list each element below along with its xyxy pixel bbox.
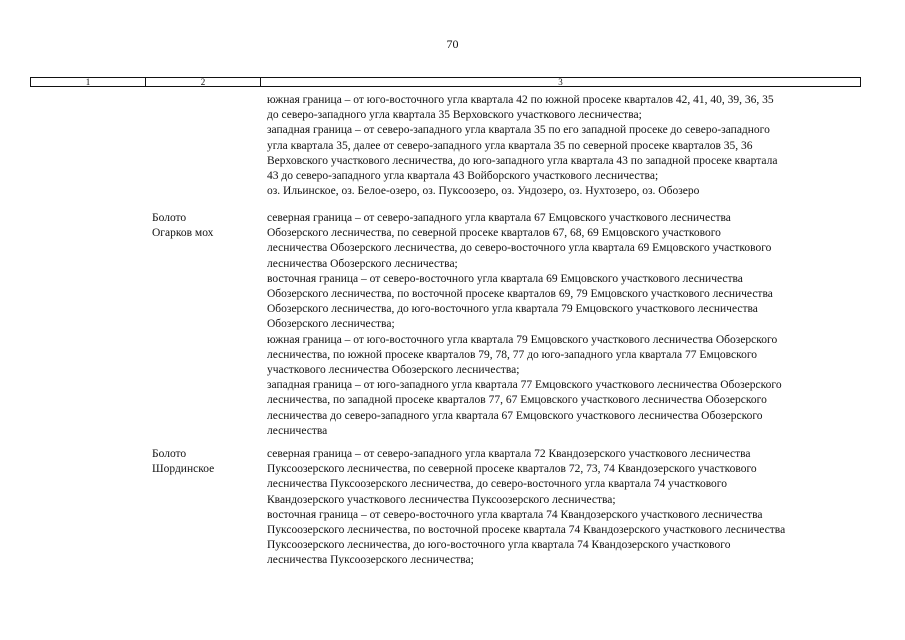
text-line: участкового лесничества Обозерского лесничества; xyxy=(267,364,520,377)
text-line: западная граница – от юго-западного угла квартала 77 Емцовского участкового лесничества Обозерского xyxy=(267,379,782,392)
column-header-2: 2 xyxy=(146,78,261,86)
text-line: Верховского участкового лесничества, до юго-западного угла квартала 43 по западной просеке квартала xyxy=(267,154,778,167)
text-line: лесничества, по западной просеке кварталов 77, 67 Емцовского участкового лесничества Обозерского xyxy=(267,394,767,407)
bog-name-ogarkov xyxy=(152,211,213,241)
text-line: южная граница – от юго-восточного угла квартала 42 по южной просеке кварталов 42, 41, 40, 39, 36, 35 xyxy=(267,94,774,106)
text-line: до северо-западного угла квартала 35 Верховского участкового лесничества; xyxy=(267,109,642,122)
table-header-row xyxy=(30,77,861,87)
text-line: северная граница – от северо-западного угла квартала 67 Емцовского участкового лесничества xyxy=(267,212,731,224)
page-number: 70 xyxy=(446,37,459,51)
text-line: северная граница – от северо-западного угла квартала 72 Квандозерского участкового лесничества xyxy=(267,448,751,460)
text-line: Обозерского лесничества, по северной просеке кварталов 67, 68, 69 Емцовского участкового xyxy=(267,227,721,240)
text-line: лесничества Обозерского лесничества; xyxy=(267,257,458,270)
text-line: южная граница – от юго-восточного угла квартала 79 Емцовского участкового лесничества Обозерского xyxy=(267,333,778,346)
ogarkov-boundary-text xyxy=(267,211,867,439)
column-header-1: 1 xyxy=(31,78,146,86)
shordinskoe-boundary-text xyxy=(267,447,867,569)
text-line: Пуксоозерского лесничества, до юго-восточного угла квартала 74 Квандозерского участкового xyxy=(267,539,731,552)
text-line: оз. Ильинское, оз. Белое-озеро, оз. Пуксоозеро, оз. Ундозеро, оз. Нухтозеро, оз. Обозеро xyxy=(267,185,700,198)
text-line: Обозерского лесничества; xyxy=(267,318,395,331)
text-line: западная граница – от северо-западного угла квартала 35 по его западной просеке до северо-западного xyxy=(267,124,770,137)
name-line: Шординское xyxy=(152,463,215,476)
text-line: Обозерского лесничества, по восточной просеке кварталов 69, 79 Емцовского участкового лесничества xyxy=(267,288,773,301)
text-line: лесничества до северо-западного угла квартала 67 Емцовского участкового лесничества Обозерского xyxy=(267,409,763,422)
name-line: Болото xyxy=(152,448,187,460)
text-line: лесничества, по южной просеке кварталов 79, 78, 77 до юго-западного угла квартала 77 Емцовского xyxy=(267,348,758,361)
name-line: Болото xyxy=(152,212,187,224)
bog-name-shordinskoe xyxy=(152,447,214,477)
text-line: Обозерского лесничества, до юго-восточного угла квартала 79 Емцовского участкового лесничества xyxy=(267,303,758,316)
text-line: лесничества Пуксоозерского лесничества, до северо-восточного угла квартала 74 участкового xyxy=(267,478,727,491)
name-line: Огарков мох xyxy=(152,227,214,240)
text-line: восточная граница – от северо-восточного угла квартала 74 Квандозерского участкового лесничества xyxy=(267,508,763,521)
text-line: Пуксоозерского лесничества, по северной просеке кварталов 72, 73, 74 Квандозерского участкового xyxy=(267,463,757,476)
text-line: лесничества Обозерского лесничества, до северо-восточного угла квартала 69 Емцовского участкового xyxy=(267,242,772,255)
text-line: лесничества xyxy=(267,424,328,437)
lake-boundary-text xyxy=(267,93,867,199)
text-line: угла квартала 35, далее от северо-западного угла квартала 35 по северной просеке кварталов 35, 36 xyxy=(267,139,753,152)
text-line: 43 до северо-западного угла квартала 43 Войборского участкового лесничества; xyxy=(267,170,659,183)
text-line: Пуксоозерского лесничества, по восточной просеке квартала 74 Квандозерского участкового лесничества xyxy=(267,524,786,537)
text-line: восточная граница – от северо-восточного угла квартала 69 Емцовского участкового лесничества xyxy=(267,272,743,285)
text-line: Квандозерского участкового лесничества Пуксоозерского лесничества; xyxy=(267,493,616,506)
text-line: лесничества Пуксоозерского лесничества; xyxy=(267,554,474,567)
column-header-3: 3 xyxy=(558,77,563,87)
